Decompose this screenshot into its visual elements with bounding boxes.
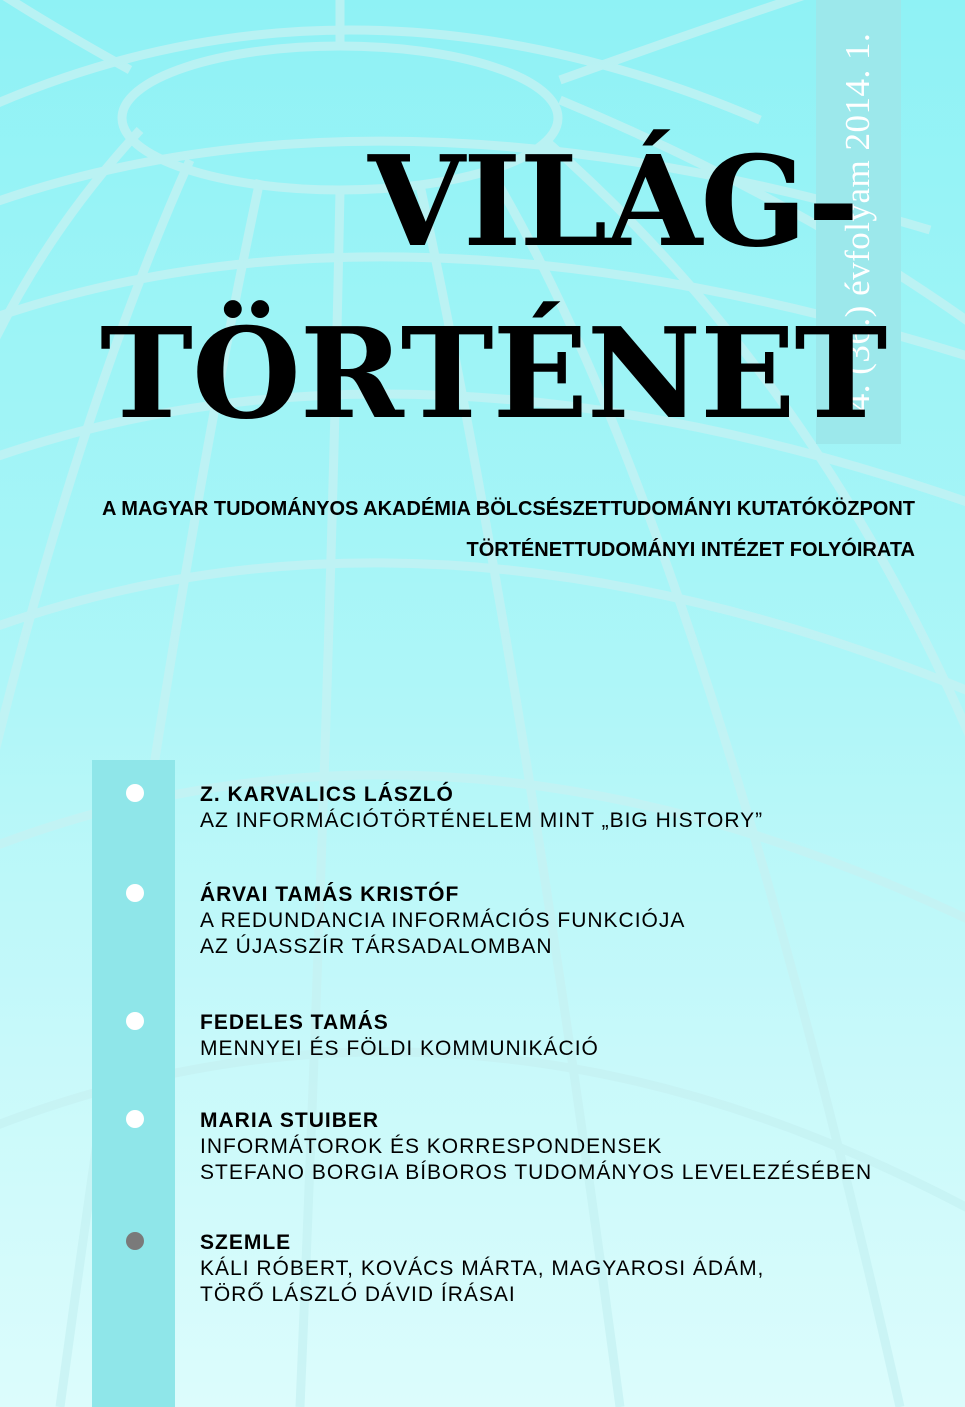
- contents-title: STEFANO BORGIA BÍBOROS TUDOMÁNYOS LEVELEZÉSÉBEN: [200, 1161, 873, 1184]
- journal-title-line-1: VILÁG-: [368, 129, 858, 275]
- volume-info: 4. (36.) évfolyam 2014. 1.: [838, 32, 877, 412]
- contents-author: SZEMLE: [200, 1231, 292, 1254]
- contents-item: [200, 1230, 940, 1308]
- bullet-icon: [126, 784, 144, 802]
- bullet-icon: [126, 1232, 144, 1250]
- contents-title: AZ INFORMÁCIÓTÖRTÉNELEM MINT „BIG HISTORY”: [200, 809, 764, 832]
- contents-item: [200, 1010, 940, 1062]
- journal-title-line-2: TÖRTÉNET: [100, 301, 887, 447]
- contents-author: MARIA STUIBER: [200, 1109, 380, 1132]
- contents-author: ÁRVAI TAMÁS KRISTÓF: [200, 883, 460, 906]
- publisher-line-2: TÖRTÉNETTUDOMÁNYI INTÉZET FOLYÓIRATA: [466, 539, 915, 561]
- contents-author: Z. KARVALICS LÁSZLÓ: [200, 783, 454, 806]
- contents-title: KÁLI RÓBERT, KOVÁCS MÁRTA, MAGYAROSI ÁDÁM,: [200, 1257, 765, 1280]
- contents-title: INFORMÁTOROK ÉS KORRESPONDENSEK: [200, 1135, 663, 1158]
- publisher-line-1: A MAGYAR TUDOMÁNYOS AKADÉMIA BÖLCSÉSZETTUDOMÁNYI KUTATÓKÖZPONT: [102, 498, 915, 520]
- contents-item: [200, 882, 940, 960]
- bullet-icon: [126, 884, 144, 902]
- contents-title: A REDUNDANCIA INFORMÁCIÓS FUNKCIÓJA: [200, 909, 686, 932]
- contents-author: FEDELES TAMÁS: [200, 1011, 389, 1034]
- contents-title: MENNYEI ÉS FÖLDI KOMMUNIKÁCIÓ: [200, 1037, 599, 1060]
- contents-item: [200, 782, 940, 834]
- contents-title: AZ ÚJASSZÍR TÁRSADALOMBAN: [200, 935, 553, 958]
- bullet-icon: [126, 1012, 144, 1030]
- bullet-icon: [126, 1110, 144, 1128]
- contents-strip: [92, 760, 175, 1407]
- contents-title: TÖRŐ LÁSZLÓ DÁVID ÍRÁSAI: [200, 1283, 516, 1306]
- contents-item: [200, 1108, 940, 1186]
